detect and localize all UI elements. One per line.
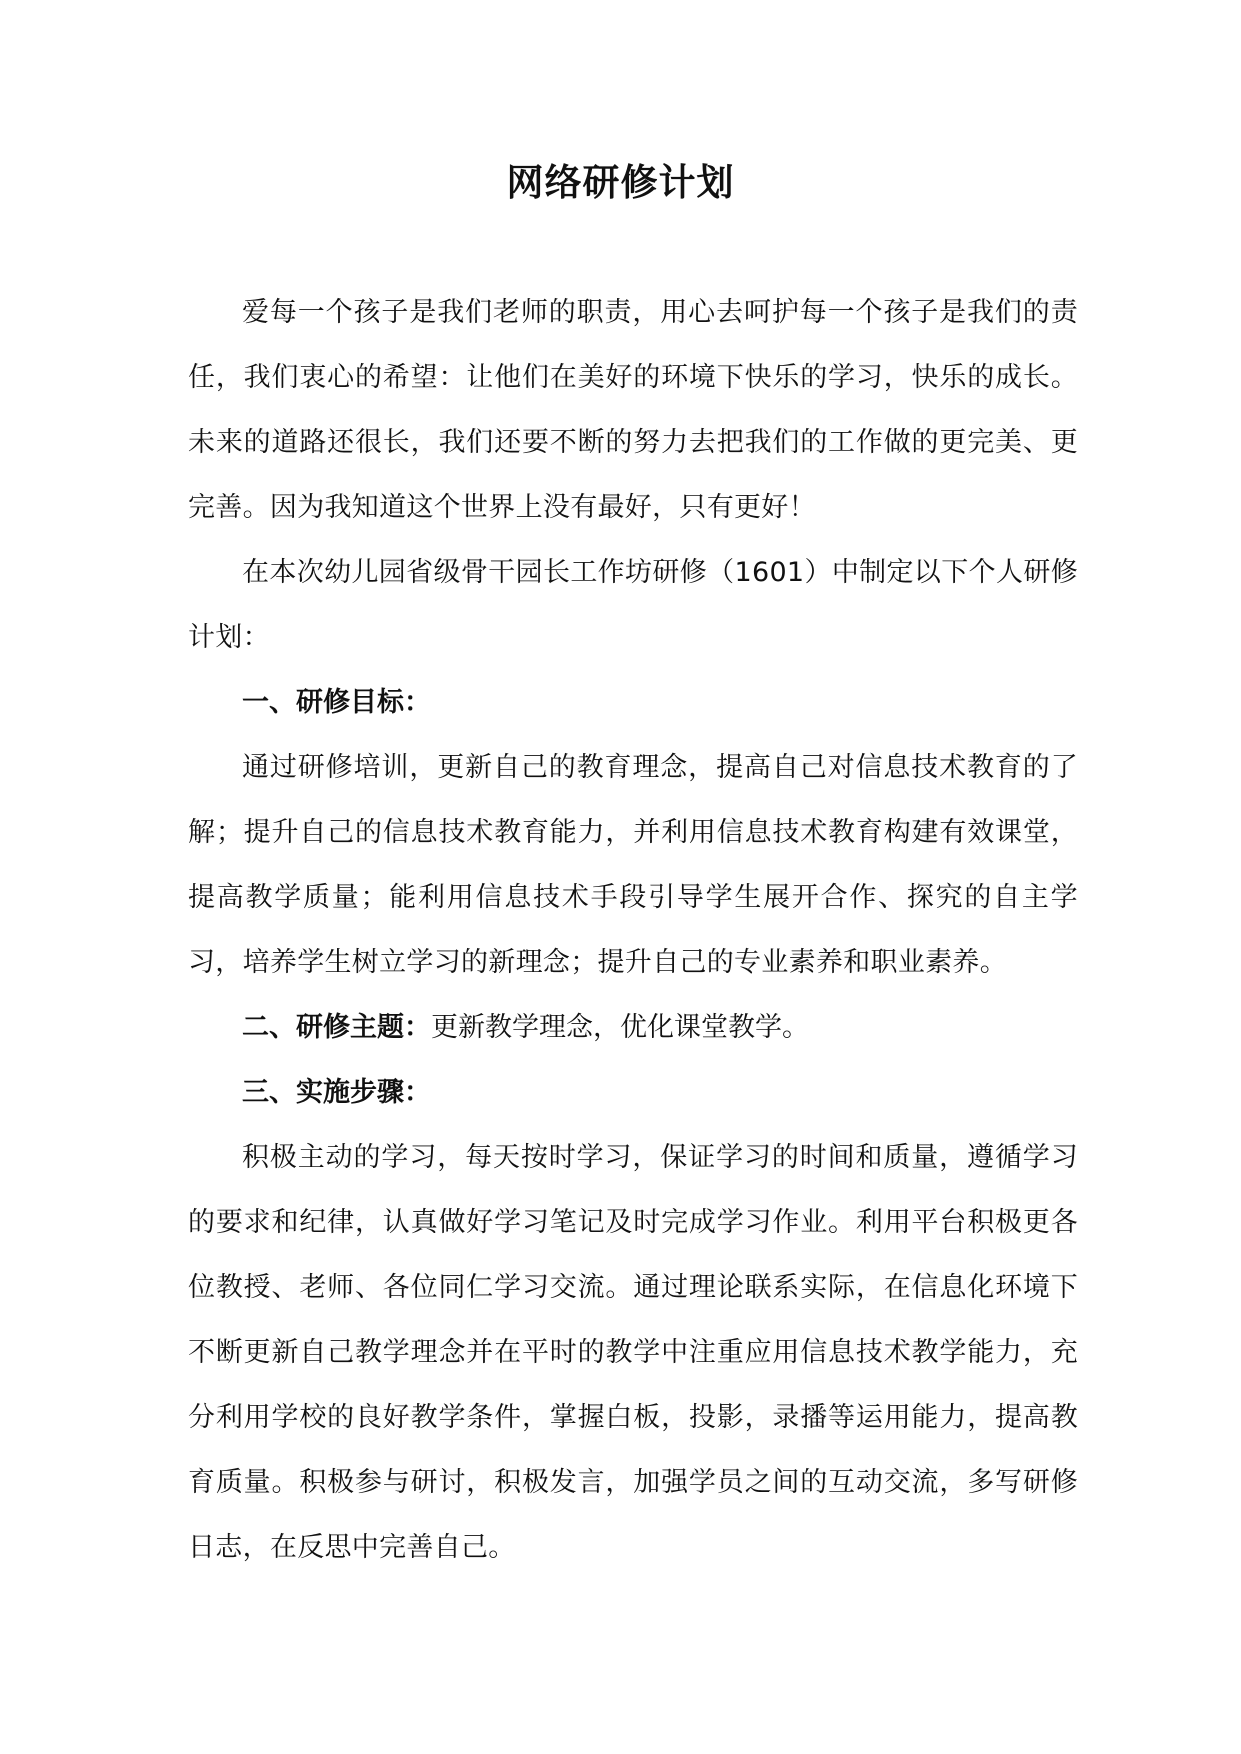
section-goals-text: 通过研修培训，更新自己的教育理念，提高自己对信息技术教育的了解；提升自己的信息技术教育能力，并利用信息技术教育构建有效课堂，提高教学质量；能利用信息技术手段引导学生展开合作、探究的自主学习，培养学生树立学习的新理念；提升自己的专业素养和职业素养。	[188, 752, 1078, 978]
section-steps-text: 积极主动的学习，每天按时学习，保证学习的时间和质量，遵循学习的要求和纪律，认真做好学习笔记及时完成学习作业。利用平台积极更各位教授、老师、各位同仁学习交流。通过理论联系实际，在信息化环境下不断更新自己教学理念并在平时的教学中注重应用信息技术教学能力，充分利用学校的良好教学条件，掌握白板，投影，录播等运用能力，提高教育质量。积极参与研讨，积极发言，加强学员之间的互动交流，多写研修日志，在反思中完善自己。	[188, 1142, 1078, 1563]
section-steps-heading	[188, 1060, 1078, 1125]
document-title: 网络研修计划	[506, 161, 735, 204]
section-goals-heading	[188, 670, 1078, 735]
section-steps-heading-text: 三、实施步骤：	[242, 1077, 431, 1108]
section-theme	[188, 995, 1078, 1060]
context-paragraph: 在本次幼儿园省级骨干园长工作坊研修（1601）中制定以下个人研修计划：	[188, 557, 1078, 653]
intro-paragraph: 爱每一个孩子是我们老师的职责，用心去呵护每一个孩子是我们的责任，我们衷心的希望：让他们在美好的环境下快乐的学习，快乐的成长。未来的道路还很长，我们还要不断的努力去把我们的工作做的更完美、更完善。因为我知道这个世界上没有最好，只有更好！	[188, 297, 1078, 523]
section-theme-heading-text: 二、研修主题：	[242, 1012, 431, 1043]
section-theme-text: 更新教学理念，优化课堂教学。	[431, 1012, 809, 1043]
document-body	[188, 280, 1078, 1580]
section-goals-heading-text: 一、研修目标：	[242, 687, 431, 718]
